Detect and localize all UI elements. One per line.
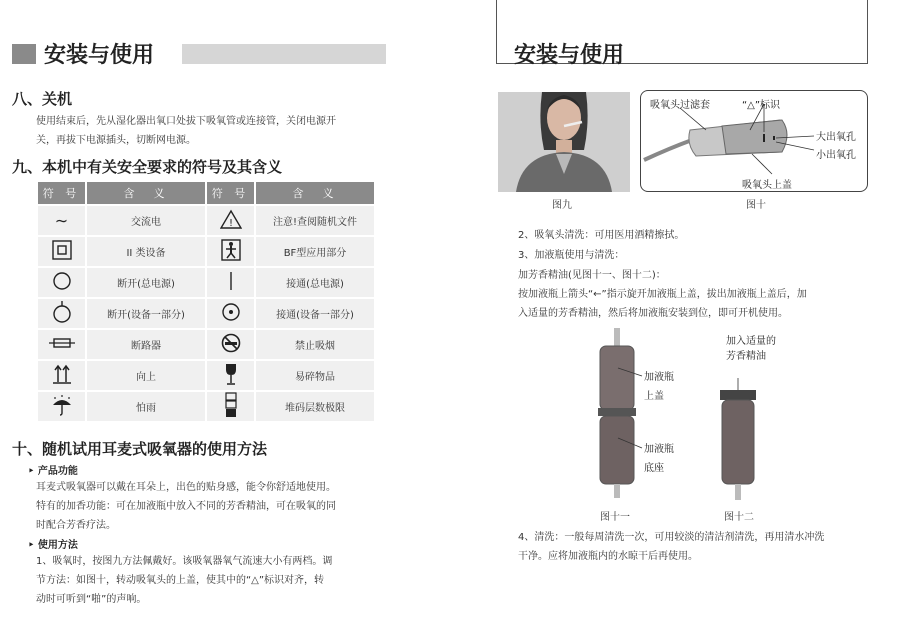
usage-text — [36, 552, 392, 609]
stack-limit-icon — [224, 392, 238, 418]
text-line: 动时可听到“啪”的声响。 — [36, 594, 147, 605]
svg-text:!: ! — [228, 218, 233, 229]
table-row — [38, 361, 374, 390]
text-line: 关，再拔下电源插头，切断网电源。 — [36, 135, 196, 146]
section-8-title: 八、关机 — [12, 90, 73, 108]
header-bar-light — [182, 44, 386, 64]
text-line: 加液瓶 — [644, 372, 674, 383]
bottle-open-image — [712, 378, 764, 502]
text-line: 1、吸氧时，按图九方法佩戴好。该吸氧器氧气流速大小有两档。调 — [36, 556, 333, 567]
step-3-text: 3、加液瓶使用与清洗： — [518, 250, 625, 261]
text-line: 上盖 — [644, 391, 664, 402]
subheading-label: 产品功能 — [37, 466, 78, 477]
bf-part-icon — [221, 239, 241, 261]
cap-label: 吸氧头上盖 — [742, 180, 792, 191]
table-cell: 易碎物品 — [256, 361, 374, 390]
table-cell: 断路器 — [87, 330, 205, 359]
symbol-table — [36, 180, 376, 423]
fuse-icon — [49, 336, 75, 350]
step-3a-text: 加芳香精油(见图十一、图十二)： — [518, 270, 666, 281]
text-line: 底座 — [644, 463, 664, 474]
step-3b-text — [518, 285, 878, 323]
ac-icon: ∼ — [54, 210, 69, 230]
part-on-icon — [221, 302, 241, 322]
part-off-icon — [52, 300, 72, 324]
add-oil-label — [726, 334, 776, 364]
col-header: 含 义 — [87, 182, 205, 204]
text-line: 耳麦式吸氧器可以戴在耳朵上，出色的贴身感，能令你舒适地使用。 — [36, 482, 336, 493]
no-smoking-icon — [221, 333, 241, 353]
figure-9-caption: 图九 — [552, 200, 572, 211]
text-line: 按加液瓶上箭头“←”指示旋开加液瓶上盖，拔出加液瓶上盖后，加 — [518, 289, 807, 300]
table-row — [38, 330, 374, 359]
table-row — [38, 392, 374, 421]
big-hole-label: 大出氧孔 — [816, 132, 856, 143]
page-title-left: 安装与使用 — [44, 42, 155, 68]
figure-9-photo — [498, 92, 630, 192]
figure-11-caption: 图十一 — [600, 512, 630, 523]
product-function-heading — [28, 462, 78, 477]
text-line: 加入适量的 — [726, 336, 776, 347]
bullet-icon: ‣ — [28, 540, 38, 551]
table-cell: 接通(设备一部分) — [256, 299, 374, 328]
power-off-icon — [52, 271, 72, 291]
section-8-text — [36, 112, 388, 150]
text-line: 入适量的芳香精油，然后将加液瓶安装到位，即可开机使用。 — [518, 308, 788, 319]
filter-label: 吸氧头过滤套 — [650, 100, 710, 111]
table-cell: 交流电 — [87, 206, 205, 235]
figure-12-caption: 图十二 — [724, 512, 754, 523]
bottle-assembled-image — [588, 328, 648, 500]
table-cell: BF型应用部分 — [256, 237, 374, 266]
text-line: 节方法：如图十，转动吸氧头的上盖，使其中的“△”标识对齐，转 — [36, 575, 325, 586]
bottle-base-label — [644, 440, 674, 478]
header-bar-dark — [12, 44, 36, 64]
bullet-icon: ‣ — [28, 466, 38, 477]
step-4-text — [518, 528, 888, 566]
text-line: 干净。应将加液瓶内的水晾干后再使用。 — [518, 551, 698, 562]
fragile-icon — [223, 362, 239, 386]
text-line: 加液瓶 — [644, 444, 674, 455]
table-cell: 堆码层数极限 — [256, 392, 374, 421]
bottle-top-label — [644, 368, 674, 406]
table-row — [38, 268, 374, 297]
table-header-row — [38, 182, 374, 204]
page-title-right: 安装与使用 — [514, 42, 625, 68]
table-row — [38, 237, 374, 266]
text-line: 特有的加香功能：可在加液瓶中放入不同的芳香精油，可在吸氧的同 — [36, 501, 336, 512]
text-line: 4、清洗：一般每周清洗一次，可用较淡的清洁剂清洗，再用清水冲洗 — [518, 532, 825, 543]
small-hole-label: 小出氧孔 — [816, 150, 856, 161]
keep-dry-icon — [51, 394, 73, 416]
text-line: 芳香精油 — [726, 351, 766, 362]
table-cell: 禁止吸烟 — [256, 330, 374, 359]
table-row — [38, 206, 374, 235]
section-10-title: 十、随机试用耳麦式吸氧器的使用方法 — [12, 440, 268, 458]
table-cell: 向上 — [87, 361, 205, 390]
product-function-text — [36, 478, 392, 535]
table-cell: 断开(设备一部分) — [87, 299, 205, 328]
table-cell: 接通(总电源) — [256, 268, 374, 297]
table-cell: II 类设备 — [87, 237, 205, 266]
subheading-label: 使用方法 — [37, 540, 78, 551]
step-2-text: 2、吸氧头清洗：可用医用酒精擦拭。 — [518, 230, 685, 241]
table-row — [38, 299, 374, 328]
this-way-up-icon — [51, 363, 73, 385]
power-on-icon — [228, 271, 234, 291]
class-ii-icon — [52, 240, 72, 260]
text-line: 时配合芳香疗法。 — [36, 520, 116, 531]
table-cell: 注意!查阅随机文件 — [256, 206, 374, 235]
table-cell: 断开(总电源) — [87, 268, 205, 297]
person-wearing-headset-image — [498, 92, 630, 192]
col-header: 符 号 — [207, 182, 254, 204]
warning-icon — [220, 209, 242, 229]
text-line: 使用结束后，先从湿化器出氧口处拔下吸氧管或连接管，关闭电源开 — [36, 116, 336, 127]
figure-10-caption: 图十 — [746, 200, 766, 211]
usage-heading — [28, 536, 78, 551]
section-9-title: 九、本机中有关安全要求的符号及其含义 — [12, 158, 283, 176]
table-cell: 怕雨 — [87, 392, 205, 421]
col-header: 符 号 — [38, 182, 85, 204]
col-header: 含 义 — [256, 182, 374, 204]
mark-label: “△”标识 — [742, 100, 781, 111]
